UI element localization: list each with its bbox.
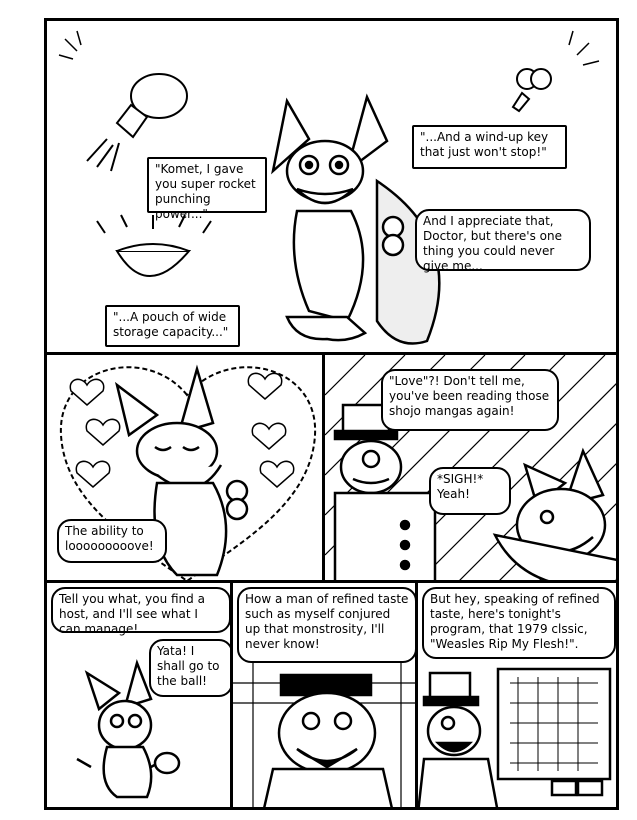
panel-1-caption-2: "...And a wind-up key that just won't stop!" xyxy=(412,125,567,169)
doctor-character xyxy=(263,675,393,810)
action-lines xyxy=(59,31,599,65)
panel-5 xyxy=(230,580,419,810)
pouch-icon xyxy=(97,215,211,276)
panel-5-bubble-1: How a man of refined taste such as myself conjured up that monstrosity, I'll never know! xyxy=(237,587,417,663)
panel-1-caption-1: "Komet, I gave you super rocket punching power..." xyxy=(147,157,267,213)
panel-1 xyxy=(44,18,619,358)
panel-3-bubble-1: "Love"?! Don't tell me, you've been reading those shojo mangas again! xyxy=(381,369,559,431)
panel-1-bubble-1: And I appreciate that, Doctor, but there's one thing you could never give me... xyxy=(415,209,591,271)
panel-3 xyxy=(322,352,619,584)
wind-up-key-icon xyxy=(513,69,551,111)
tv-screen xyxy=(498,669,610,795)
panel-3-bubble-2: *SIGH!* Yeah! xyxy=(429,467,511,515)
komet-character xyxy=(495,451,619,584)
panel-6 xyxy=(415,580,619,810)
doctor-character xyxy=(335,405,435,584)
panel-2 xyxy=(44,352,326,584)
panel-4 xyxy=(44,580,234,810)
doctor-character xyxy=(418,673,498,810)
panel-6-bubble-1: But hey, speaking of refined taste, here's tonight's program, that 1979 clssic, "Weasles Rip My Flesh!". xyxy=(422,587,616,659)
panel-4-bubble-1: Tell you what, you find a host, and I'll see what I can manage! xyxy=(51,587,231,633)
panel-4-bubble-2: Yata! I shall go to the ball! xyxy=(149,639,233,697)
panel-2-bubble-1: The ability to looooooooove! xyxy=(57,519,167,563)
panel-1-caption-3: "...A pouch of wide storage capacity..." xyxy=(105,305,240,347)
